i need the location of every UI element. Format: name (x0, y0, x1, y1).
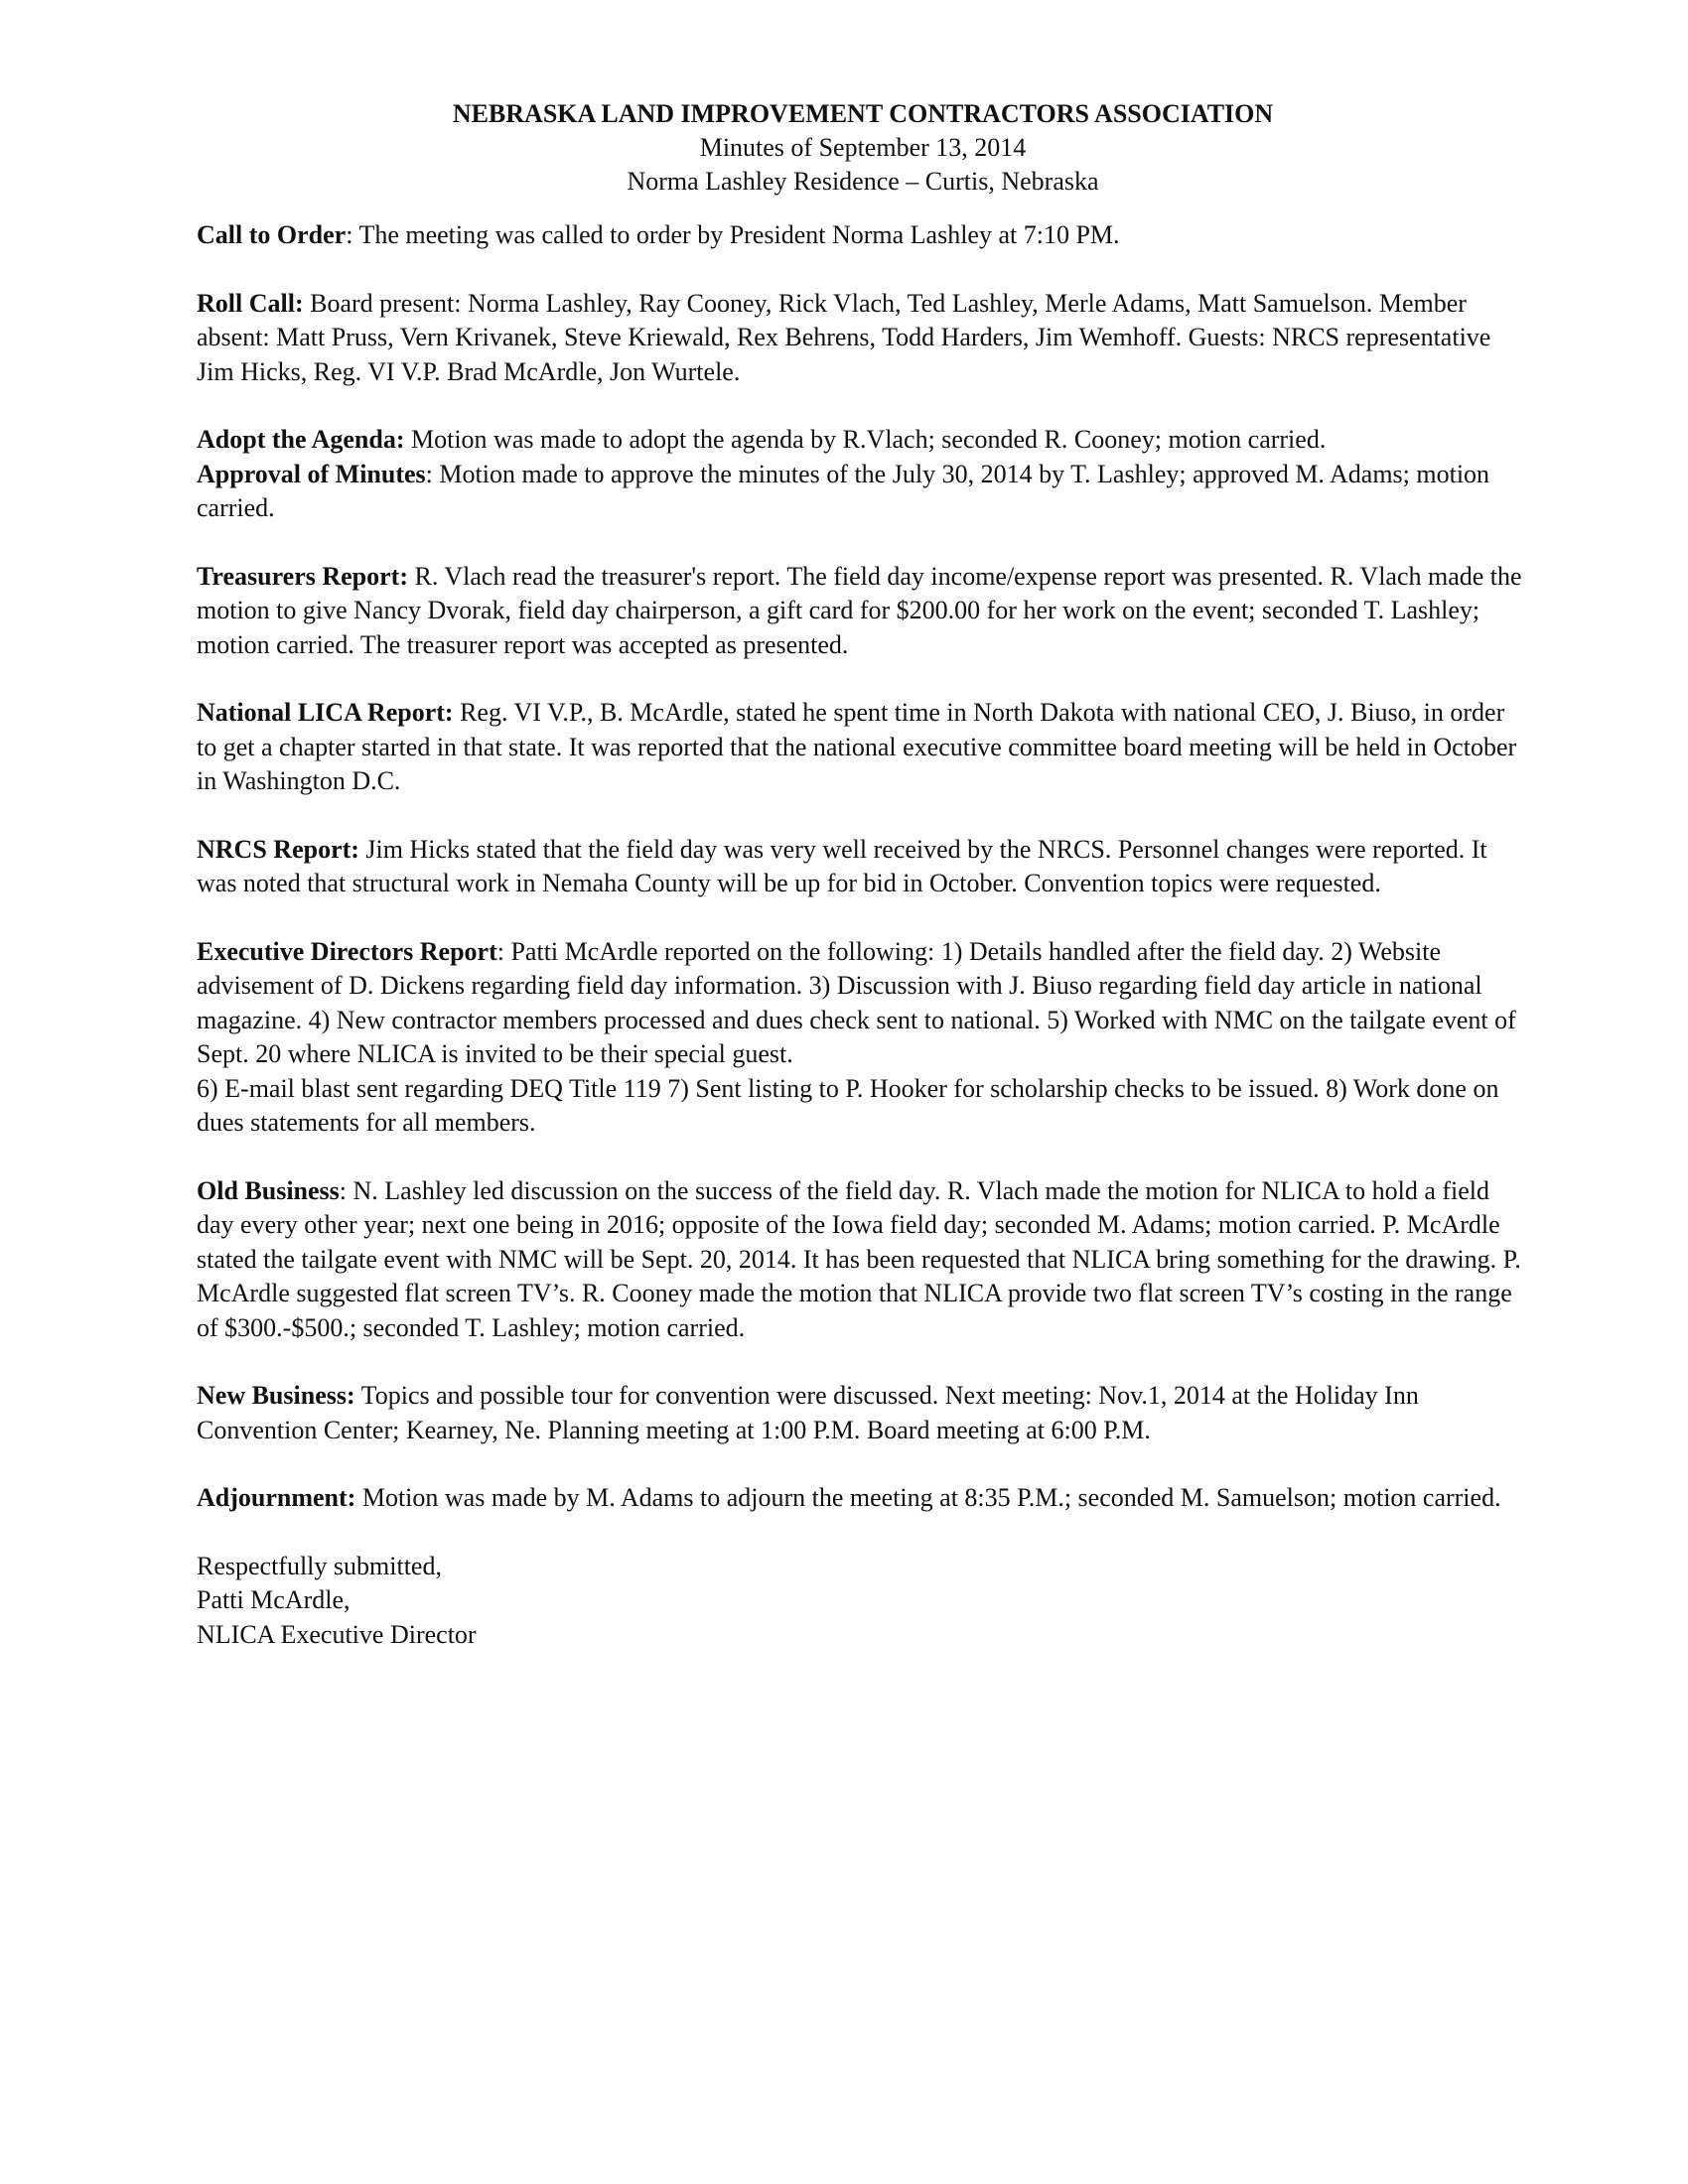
approval-minutes-section (197, 458, 1529, 526)
new-business-text: Topics and possible tour for convention were discussed. Next meeting: Nov.1, 2014 at the Holiday Inn Convention Center; Kearney, Ne. Planning meeting at 1:00 P.M. Board meeting at 6:00 P.M. (197, 1381, 1419, 1444)
roll-call-label: Roll Call: (197, 288, 304, 318)
adjournment-text: Motion was made by M. Adams to adjourn the meeting at 8:35 P.M.; seconded M. Samuelson; motion carried. (355, 1483, 1501, 1512)
minutes-body (197, 218, 1529, 1652)
adjournment-section (197, 1481, 1529, 1516)
nrcs-report-section (197, 833, 1529, 901)
document-header (197, 97, 1529, 199)
call-to-order-section (197, 218, 1529, 253)
meeting-location: Norma Lashley Residence – Curtis, Nebraska (627, 167, 1099, 196)
call-to-order-label: Call to Order (197, 220, 347, 249)
national-lica-section (197, 696, 1529, 799)
nrcs-report-label: NRCS Report: (197, 834, 359, 864)
signature-title: NLICA Executive Director (197, 1619, 477, 1649)
roll-call-section (197, 287, 1529, 390)
national-lica-label: National LICA Report: (197, 698, 454, 727)
new-business-section (197, 1379, 1529, 1447)
signature-closing: Respectfully submitted, (197, 1551, 442, 1580)
minutes-page (197, 97, 1529, 1652)
approval-minutes-text: : Motion made to approve the minutes of the July 30, 2014 by T. Lashley; approved M. Adams; motion carried. (197, 459, 1490, 522)
old-business-text: : N. Lashley led discussion on the success of the field day. R. Vlach made the motion for NLICA to hold a field day every other year; next one being in 2016; opposite of the Iowa field day; seconded M. Adams; motion carried. P. McArdle stated the tailgate event with NMC will be Sept. 20, 2014. It has been requested that NLICA bring something for the drawing. P. McArdle suggested flat screen TV’s. R. Cooney made the motion that NLICA provide two flat screen TV’s costing in the range of $300.-$500.; seconded T. Lashley; motion carried. (197, 1175, 1521, 1342)
signature-name: Patti McArdle, (197, 1585, 351, 1614)
treasurers-report-section (197, 560, 1529, 663)
adopt-agenda-label: Adopt the Agenda: (197, 425, 405, 454)
exec-directors-text: : Patti McArdle reported on the following: 1) Details handled after the field day. 2) Website advisement of D. Dickens regarding field day information. 3) Discussion with J. Biuso regarding field day article in national magazine. 4) New contractor members processed and dues check sent to national. 5) Worked with NMC on the tailgate event of Sept. 20 where NLICA is invited to be their special guest. (197, 936, 1516, 1068)
treasurers-report-text: R. Vlach read the treasurer's report. The field day income/expense report was presented. R. Vlach made the motion to give Nancy Dvorak, field day chairperson, a gift card for $200.00 for her work on the event; seconded T. Lashley; motion carried. The treasurer report was accepted as presented. (197, 561, 1522, 659)
organization-title: NEBRASKA LAND IMPROVEMENT CONTRACTORS ASSOCIATION (452, 99, 1274, 128)
adopt-agenda-section (197, 423, 1529, 458)
new-business-label: New Business: (197, 1381, 355, 1410)
old-business-section (197, 1174, 1529, 1346)
treasurers-report-label: Treasurers Report: (197, 561, 409, 591)
roll-call-text: Board present: Norma Lashley, Ray Cooney, Rick Vlach, Ted Lashley, Merle Adams, Matt Samuelson. Member absent: Matt Pruss, Vern Krivanek, Steve Kriewald, Rex Behrens, Todd Harders, Jim Wemhoff. Guests: NRCS representative Jim Hicks, Reg. VI V.P. Brad McArdle, Jon Wurtele. (197, 288, 1491, 386)
national-lica-text: Reg. VI V.P., B. McArdle, stated he spent time in North Dakota with national CEO, J. Biuso, in order to get a chapter started in that state. It was reported that the national executive committee board meeting will be held in October in Washington D.C. (197, 698, 1517, 795)
adopt-agenda-text: Motion was made to adopt the agenda by R.Vlach; seconded R. Cooney; motion carried. (404, 425, 1327, 454)
approval-minutes-label: Approval of Minutes (197, 459, 426, 488)
exec-directors-label: Executive Directors Report (197, 936, 497, 966)
nrcs-report-text: Jim Hicks stated that the field day was very well received by the NRCS. Personnel changes were reported. It was noted that structural work in Nemaha County will be up for bid in October. Convention topics were requested. (197, 834, 1487, 897)
adjournment-label: Adjournment: (197, 1483, 356, 1512)
exec-directors-continued: 6) E-mail blast sent regarding DEQ Title 119 7) Sent listing to P. Hooker for scholarship checks to be issued. 8) Work done on dues statements for all members. (197, 1073, 1499, 1137)
signature-block (197, 1550, 1529, 1653)
call-to-order-text: : The meeting was called to order by President Norma Lashley at 7:10 PM. (346, 220, 1120, 249)
exec-directors-section (197, 935, 1529, 1072)
minutes-date: Minutes of September 13, 2014 (699, 133, 1027, 162)
old-business-label: Old Business (197, 1175, 340, 1205)
